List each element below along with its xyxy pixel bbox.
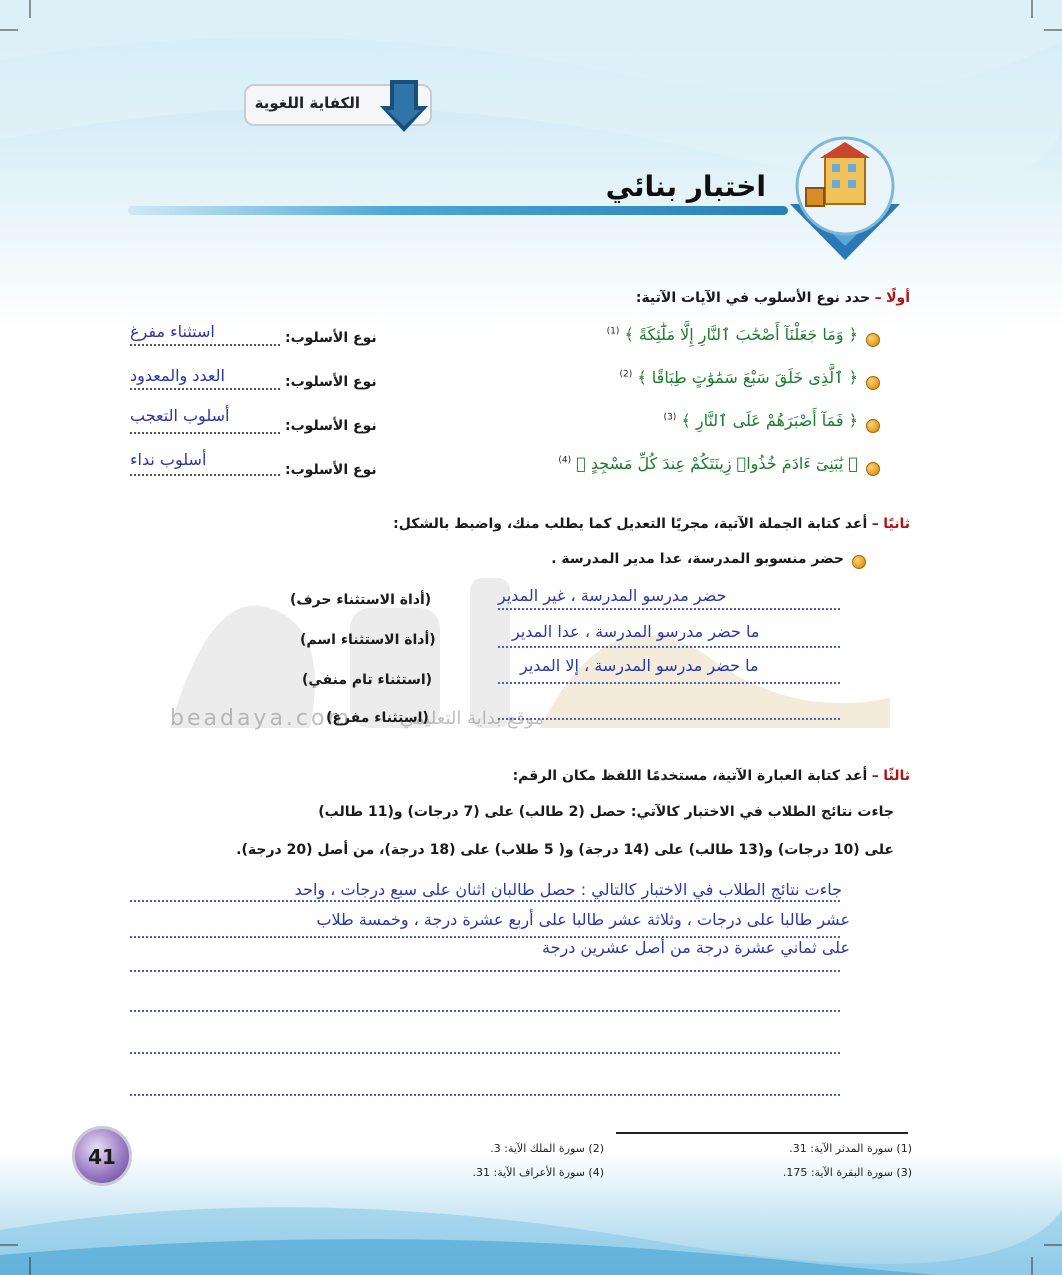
rewrite-line-3: على ثماني عشرة درجة من أصل عشرين درجة <box>542 938 850 957</box>
answer-1: استثناء مفرغ <box>130 322 215 341</box>
answer-label: نوع الأسلوب: <box>285 374 377 390</box>
bullet-icon <box>866 462 880 476</box>
page-title: اختبار بنائي <box>605 170 766 203</box>
answer-line <box>498 608 840 610</box>
footnote-4: (4) سورة الأعراف الآية: 31. <box>472 1166 604 1179</box>
title-bar <box>128 206 788 215</box>
verse-3 <box>664 411 858 430</box>
verse-4 <box>558 454 858 473</box>
footnote-divider <box>616 1132 908 1134</box>
answer-line <box>498 646 840 648</box>
verse-ref: (1) <box>606 326 620 337</box>
section1-number: أولًا <box>886 290 910 306</box>
verse-ref: (3) <box>663 412 677 423</box>
watermark-site: beadaya.com <box>170 706 352 731</box>
section1-heading: أولًا – حدد نوع الأسلوب في الآيات الآتية: <box>635 290 910 306</box>
rewrite-answer-2: ما حضر مدرسو المدرسة ، عدا المدير <box>512 622 760 641</box>
rewrite-line-1: جاءت نتائج الطلاب في الاختبار كالتالي : حصل طالبان اثنان على سبع درجات ، واحد <box>294 880 842 899</box>
answer-line <box>498 718 840 720</box>
section2-heading: ثانيًا – أعد كتابة الجملة الآتية، مجريًا التعديل كما يطلب منك، واضبط بالشكل: <box>393 516 910 532</box>
answer-line <box>130 1094 840 1096</box>
exercise-text-line-2: على (10 درجات) و(13 طالب) على (14 درجة) و( 5 طلاب) على (18 درجة)، من أصل (20 درجة). <box>236 842 894 858</box>
page-number: 41 <box>88 1145 116 1169</box>
topic-tag <box>244 84 432 126</box>
answer-line <box>130 1052 840 1054</box>
verse-text: ﴿ ٱلَّذِى خَلَقَ سَبْعَ سَمَٰوَٰتٍ طِبَاقًا ﴾ <box>637 368 858 387</box>
down-arrow-icon <box>380 80 428 132</box>
answer-2: العدد والمعدود <box>130 366 225 385</box>
topic-label: الكفاية اللغوية <box>254 94 360 112</box>
bullet-icon <box>866 376 880 390</box>
bullet-icon <box>866 419 880 433</box>
section3-number: ثالثًا <box>883 768 910 784</box>
footnote-2: (2) سورة الملك الآية: 3. <box>490 1142 604 1155</box>
section3-instruction: أعد كتابة العبارة الآتية، مستخدمًا اللفظ مكان الرقم: <box>512 768 868 784</box>
rewrite-answer-1: حضر مدرسو المدرسة ، غير المدير <box>498 586 727 605</box>
page-number-badge <box>72 1126 132 1186</box>
footnote-1: (1) سورة المدثر الآية: 31. <box>789 1142 912 1155</box>
verse-ref: (2) <box>619 369 633 380</box>
exercise-text-line-1: جاءت نتائج الطلاب في الاختبار كالآتي: حصل (2 طالب) على (7 درجات) و(11 طالب) <box>318 804 894 820</box>
answer-line <box>130 970 840 972</box>
footnote-3: (3) سورة البقرة الآية: 175. <box>782 1166 912 1179</box>
verse-ref: (4) <box>558 455 572 466</box>
rewrite-hint-2: (أداة الاستثناء اسم) <box>300 632 436 648</box>
answer-line <box>130 1010 840 1012</box>
answer-line <box>498 682 840 684</box>
rewrite-hint-1: (أداة الاستثناء حرف) <box>290 592 432 608</box>
answer-3: أسلوب التعجب <box>130 406 230 425</box>
verse-1 <box>607 325 858 344</box>
section2-number: ثانيًا <box>883 516 910 532</box>
bullet-icon <box>852 555 866 569</box>
answer-label: نوع الأسلوب: <box>285 330 377 346</box>
answer-line <box>130 388 280 390</box>
answer-4: أسلوب نداء <box>130 450 207 469</box>
answer-line <box>130 900 840 902</box>
watermark-tagline: موقع بداية التعليمي <box>400 708 545 729</box>
answer-label: نوع الأسلوب: <box>285 418 377 434</box>
bullet-icon <box>866 333 880 347</box>
verse-2 <box>619 368 858 387</box>
building-emblem-icon <box>780 134 910 262</box>
rewrite-line-2: عشر طالبا على درجات ، وثلاثة عشر طالبا على أربع عشرة درجة ، وخمسة طلاب <box>316 910 850 929</box>
section3-heading: ثالثًا – أعد كتابة العبارة الآتية، مستخدمًا اللفظ مكان الرقم: <box>512 768 910 784</box>
answer-line <box>130 432 280 434</box>
rewrite-answer-3: ما حضر مدرسو المدرسة ، إلا المدير <box>520 656 759 675</box>
section2-instruction: أعد كتابة الجملة الآتية، مجريًا التعديل كما يطلب منك، واضبط بالشكل: <box>393 516 868 532</box>
section1-instruction: حدد نوع الأسلوب في الآيات الآتية: <box>635 290 871 306</box>
rewrite-hint-3: (استثناء تام منفي) <box>302 672 433 688</box>
answer-line <box>130 474 280 476</box>
verse-text: ﴿ وَمَا جَعَلْنَآ أَصْحَٰبَ ٱلنَّارِ إِلَّا مَلَٰٓئِكَةً ﴾ <box>624 325 858 344</box>
verse-text: ﴿ يَٰبَنِىٓ ءَادَمَ خُذُوا۟ زِينَتَكُمْ عِندَ كُلِّ مَسْجِدٍ ﴾ <box>576 454 858 473</box>
answer-line <box>130 344 280 346</box>
rewrite-hint-4: (استثناء مفرغ) <box>326 710 429 726</box>
answer-label: نوع الأسلوب: <box>285 462 377 478</box>
source-sentence: حضر منسوبو المدرسة، عدا مدير المدرسة . <box>551 551 844 567</box>
verse-text: ﴿ فَمَآ أَصْبَرَهُمْ عَلَى ٱلنَّارِ ﴾ <box>681 411 858 430</box>
